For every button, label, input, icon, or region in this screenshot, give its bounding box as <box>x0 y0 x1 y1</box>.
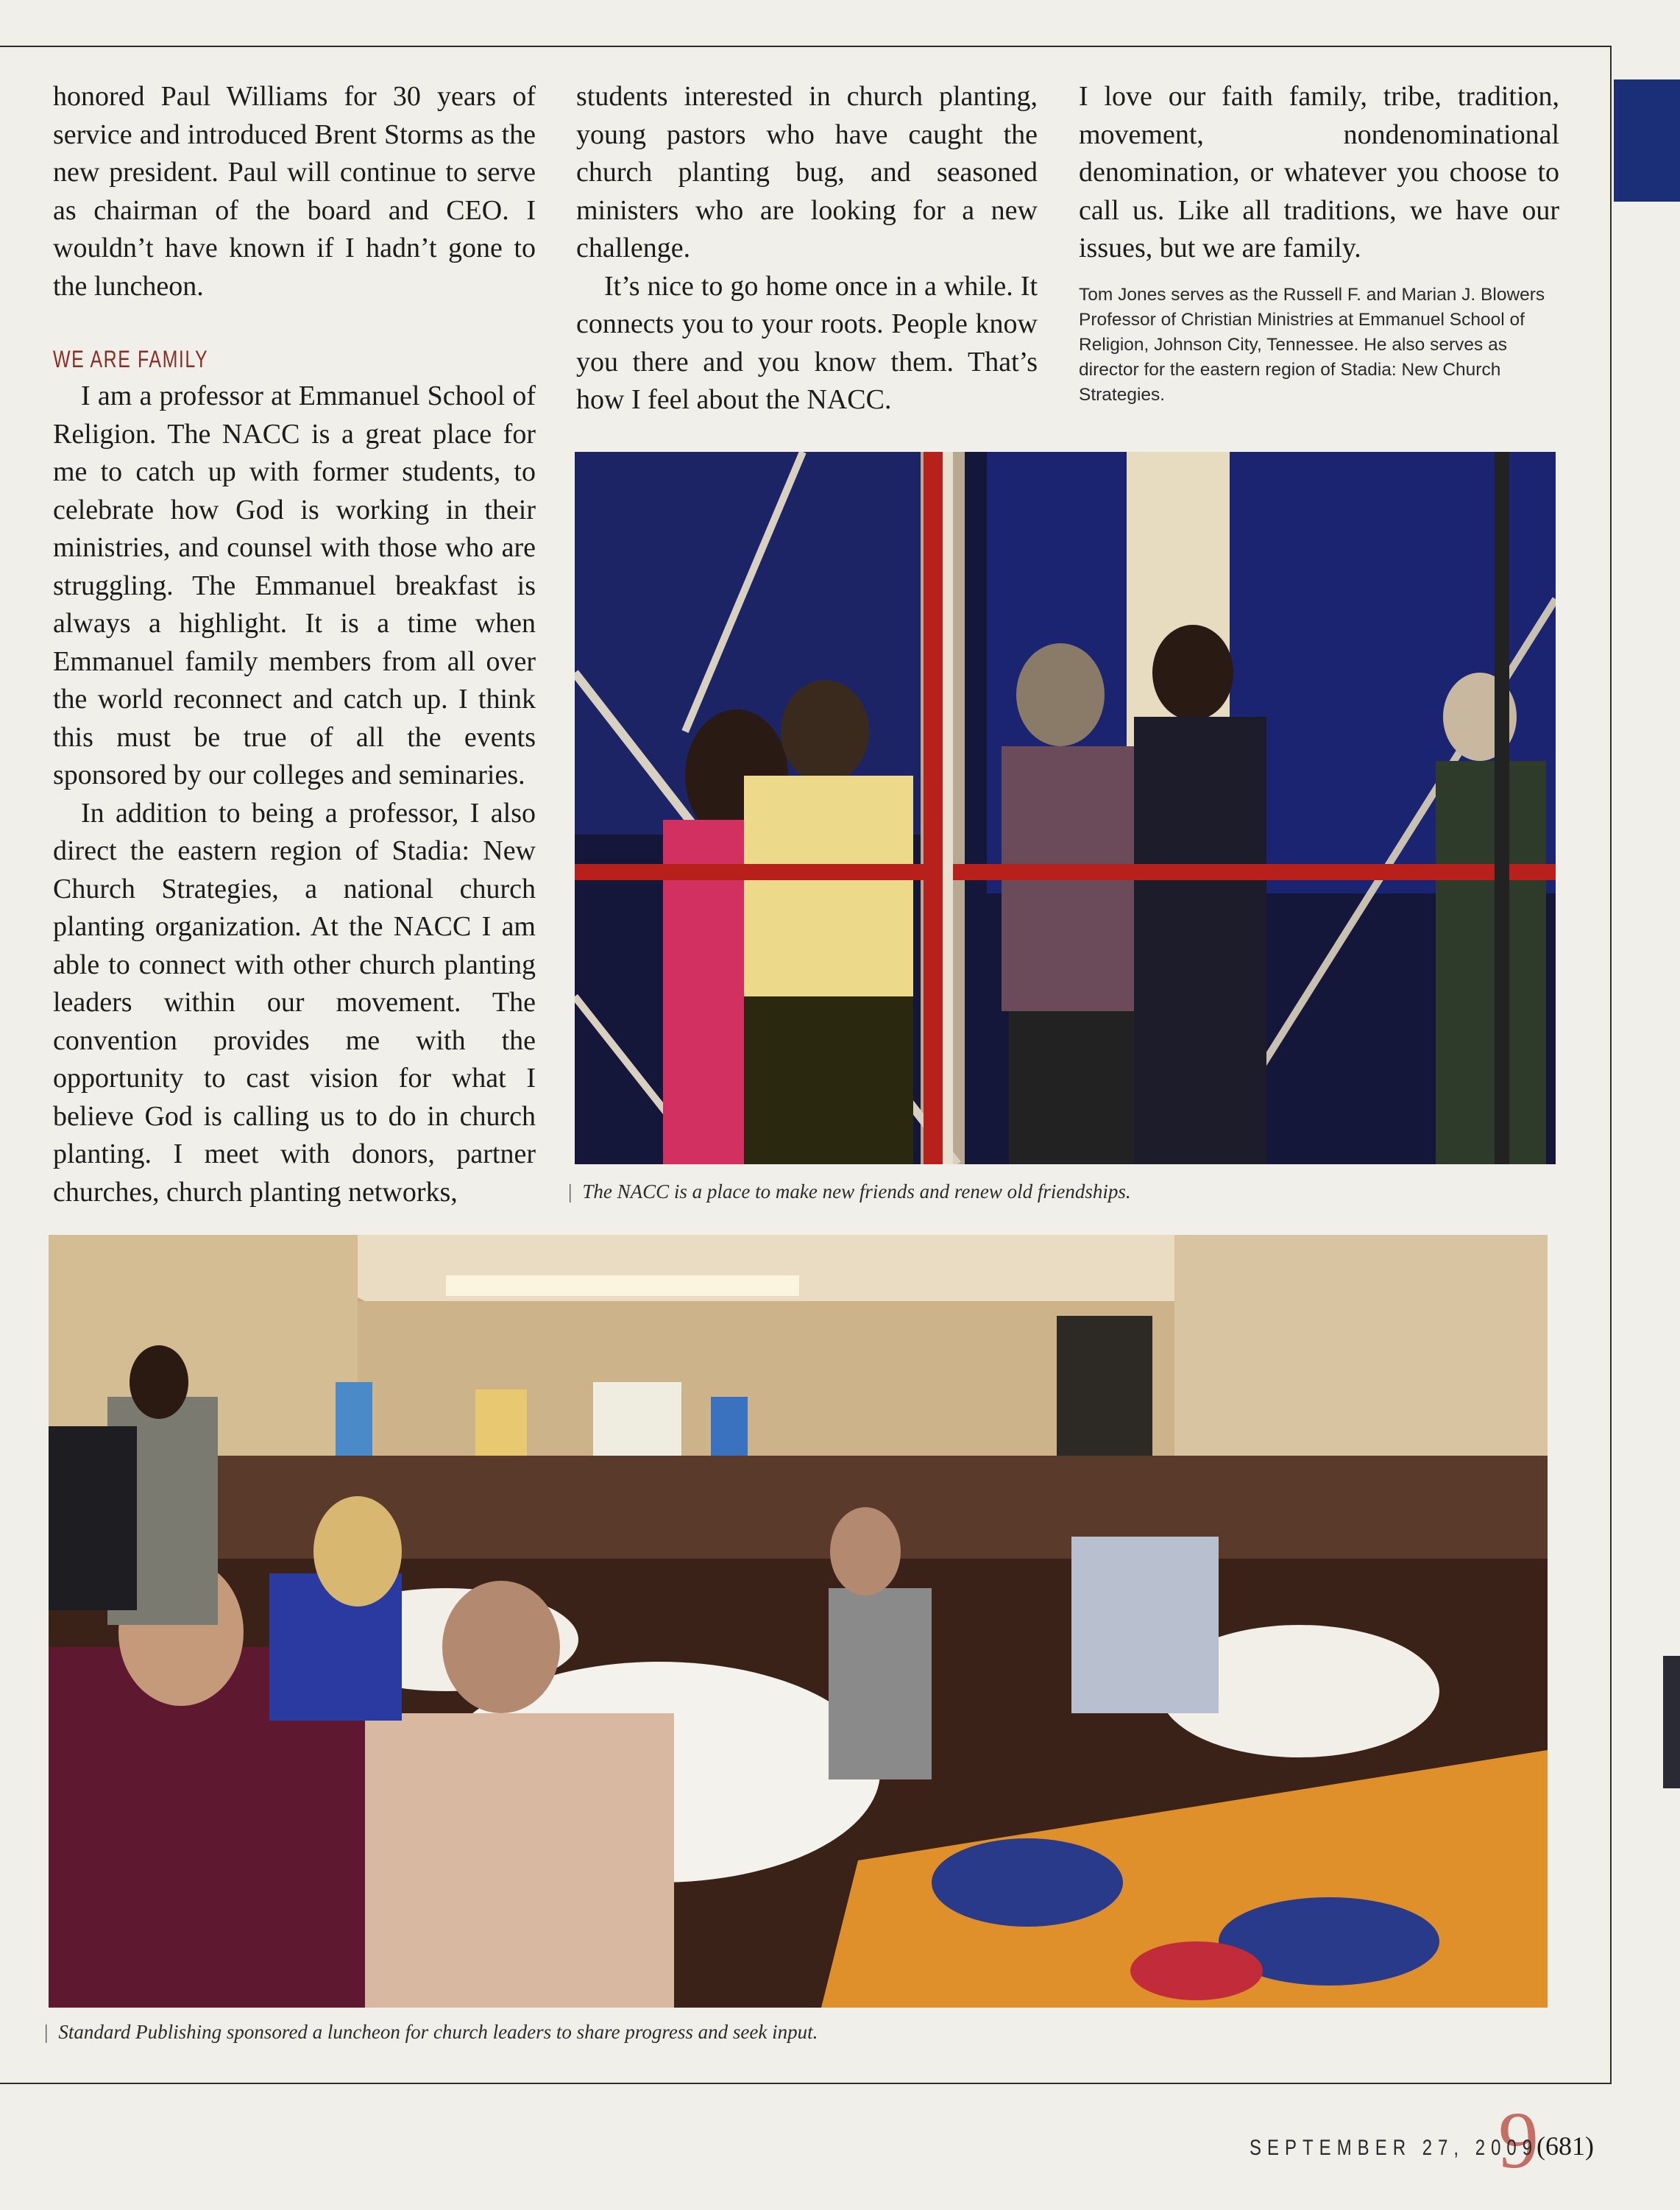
caption-text-1: The NACC is a place to make new friends and renew old friendships. <box>582 1180 1131 1203</box>
photo-luncheon <box>49 1235 1548 2008</box>
caption-text-2: Standard Publishing sponsored a luncheon for church leaders to share progress and seek input. <box>58 2021 818 2043</box>
paragraph-stadia: In addition to being a professor, I also direct the eastern region of Stadia: New Church Strategies, a national church planting organization. At the NACC I am able to connect with other church planting leaders within our movement. The convention provides me with the opportunity to cast vision for what I believe God is calling us to do in church planting. I meet with donors, partner churches, church planting networks, <box>53 797 536 1208</box>
caption-photo-1 <box>568 1180 1131 1203</box>
subhead-we-are-family: WE ARE FAMILY <box>53 346 209 372</box>
paragraph-home: It’s nice to go home once in a while. It connects you to your roots. People know you there and you know them. That’s how I feel about the NACC. <box>576 270 1038 415</box>
page-number: (681) <box>1537 2131 1594 2161</box>
author-bio: Tom Jones serves as the Russell F. and Marian J. Blowers Professor of Christian Ministries at Emmanuel School of Religion, Johnson City, Tennessee. He also serves as director for the eastern region of Stadia: New Church Strategies. <box>1079 285 1545 405</box>
article-column-1 <box>53 78 536 1211</box>
caption-photo-2 <box>44 2021 818 2044</box>
article-column-2 <box>576 78 1038 419</box>
edge-tab-dark <box>1663 1656 1680 1788</box>
paragraph-professor: I am a professor at Emmanuel School of Religion. The NACC is a great place for me to catch up with former students, to celebrate how God is working in their ministries, and counsel with those who are struggling. The Emmanuel breakfast is always a highlight. It is a time when Emmanuel family members from all over the world reconnect and catch up. I think this must be true of all the events sponsored by our colleges and seminaries. <box>53 380 536 790</box>
caption-rule: | <box>44 2021 49 2043</box>
caption-rule: | <box>568 1180 573 1203</box>
paragraph-family: I love our faith family, tribe, tradition, movement, nondenominational denomination, or whatever you choose to call us. Like all traditions, we have our issues, but we are family. <box>1079 81 1559 263</box>
paragraph-students: students interested in church planting, young pastors who have caught the church planting bug, and seasoned ministers who are looking for a new challenge. <box>576 81 1038 263</box>
article-column-3 <box>1079 78 1559 268</box>
photo-friendships <box>575 452 1556 1164</box>
edge-tab-blue <box>1614 79 1680 202</box>
folio-nine: 9 <box>1498 2095 1539 2185</box>
issue-date: SEPTEMBER 27, 2009 <box>1250 2136 1539 2160</box>
paragraph-intro: honored Paul Williams for 30 years of service and introduced Brent Storms as the new president. Paul will continue to serve as chairman of the board and CEO. I wouldn’t have known if I hadn’t gone to the luncheon. <box>53 81 536 302</box>
